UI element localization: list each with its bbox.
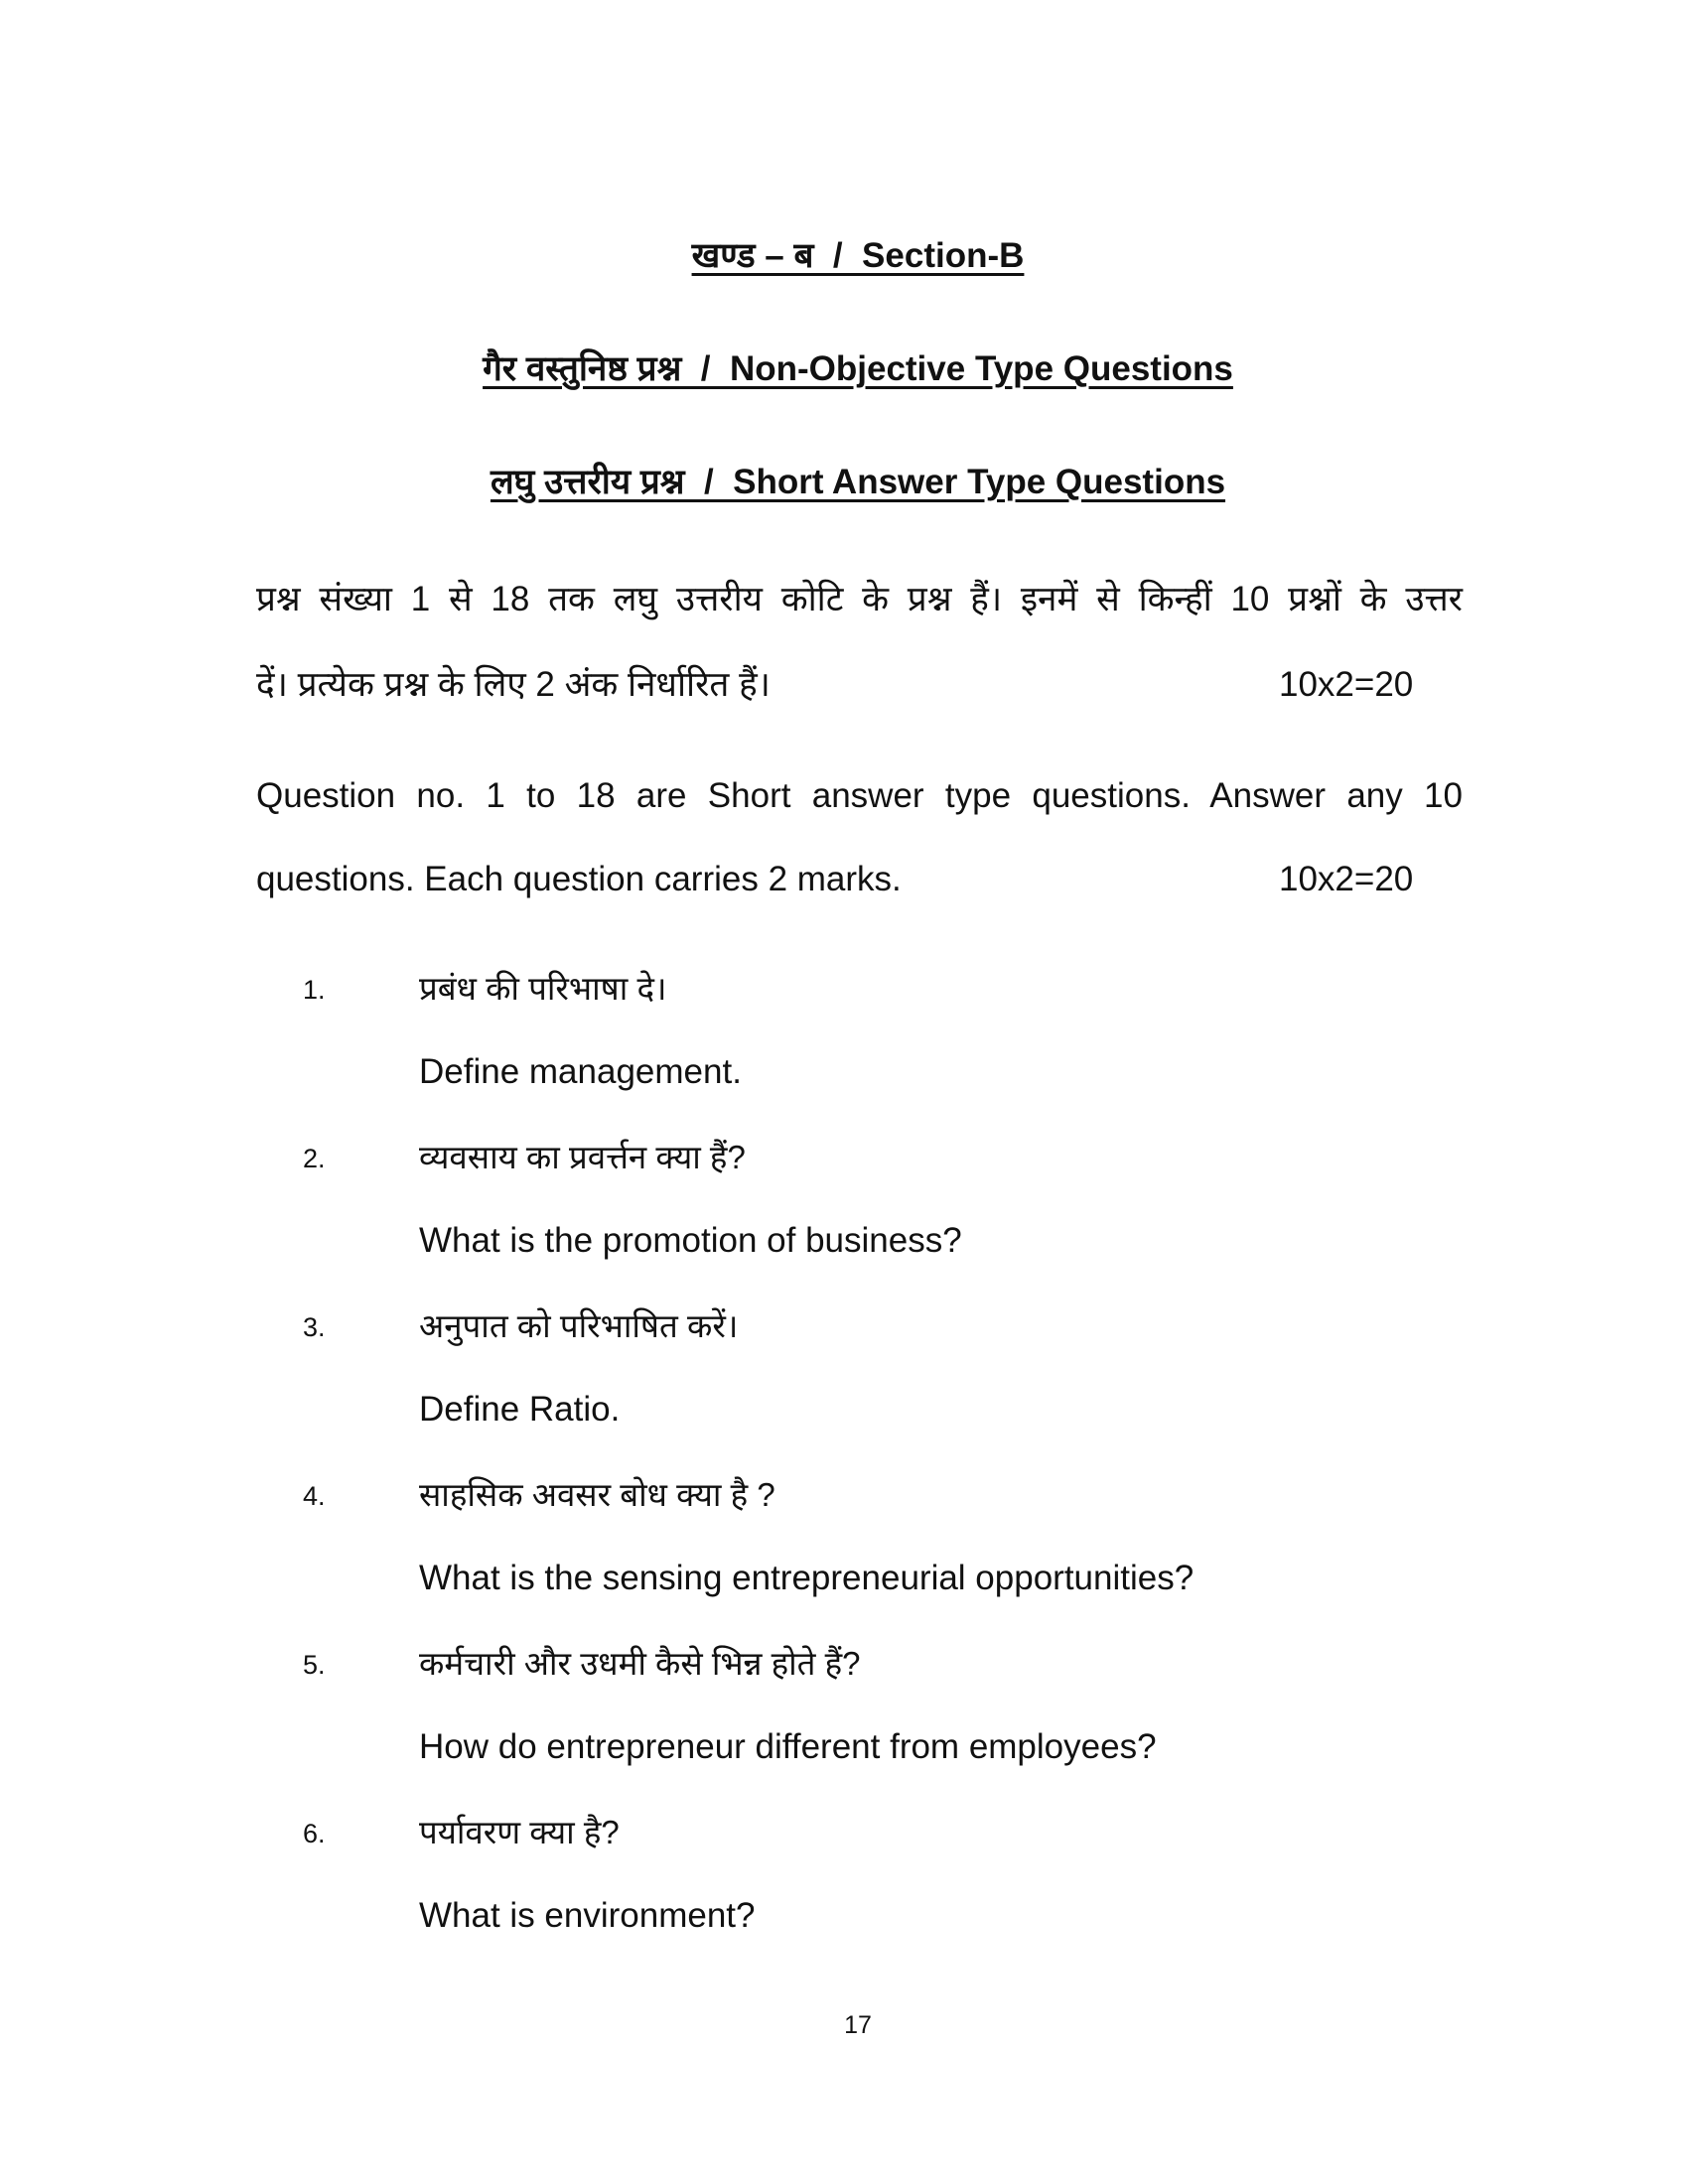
question-number: 4.: [303, 1481, 326, 1511]
question-english: What is the promotion of business?: [419, 1221, 962, 1260]
question-hindi: प्रबंध की परिभाषा दे।: [419, 970, 667, 1007]
answer-type-heading: [0, 461, 1688, 504]
instruction-english-line-2: questions. Each question carries 2 marks.: [256, 860, 902, 898]
question-number: 1.: [303, 975, 326, 1005]
question-english: Define management.: [419, 1052, 742, 1091]
question-type-heading: [0, 347, 1688, 391]
section-heading: [0, 234, 1688, 278]
instruction-english-line-1: Question no. 1 to 18 are Short answer type questions. Answer any 10: [256, 776, 1463, 815]
answer-type-heading-text: लघु उत्तरीय प्रश्न / Short Answer Type Questions: [490, 463, 1226, 501]
question-english: What is the sensing entrepreneurial opportunities?: [419, 1559, 1195, 1597]
instruction-hindi-line-2: दें। प्रत्येक प्रश्न के लिए 2 अंक निर्धारित हैं।: [256, 665, 771, 704]
question-hindi: पर्यावरण क्या है?: [419, 1814, 620, 1850]
question-number: 3.: [303, 1312, 326, 1342]
question-type-heading-text: गैर वस्तुनिष्ठ प्रश्न / Non-Objective Type Questions: [483, 349, 1233, 388]
page-number: 17: [844, 2011, 872, 2039]
question-english: How do entrepreneur different from employees?: [419, 1727, 1157, 1766]
question-hindi: अनुपात को परिभाषित करें।: [419, 1307, 739, 1344]
question-number: 5.: [303, 1650, 326, 1680]
marks-hindi: 10x2=20: [1279, 665, 1414, 704]
instruction-hindi-line-1: प्रश्न संख्या 1 से 18 तक लघु उत्तरीय कोटि के प्रश्न हैं। इनमें से किन्हीं 10 प्रश्नों के उत्तर: [256, 580, 1463, 618]
question-hindi: व्यवसाय का प्रवर्त्तन क्या हैं?: [419, 1139, 746, 1175]
question-number: 6.: [303, 1819, 326, 1848]
question-english: What is environment?: [419, 1896, 756, 1935]
question-hindi: कर्मचारी और उधमी कैसे भिन्न होते हैं?: [419, 1645, 861, 1682]
question-english: Define Ratio.: [419, 1390, 621, 1429]
section-heading-text: खण्ड – ब / Section-B: [691, 236, 1025, 275]
question-number: 2.: [303, 1144, 326, 1173]
marks-english: 10x2=20: [1279, 860, 1414, 898]
question-hindi: साहसिक अवसर बोध क्या है ?: [419, 1476, 775, 1513]
